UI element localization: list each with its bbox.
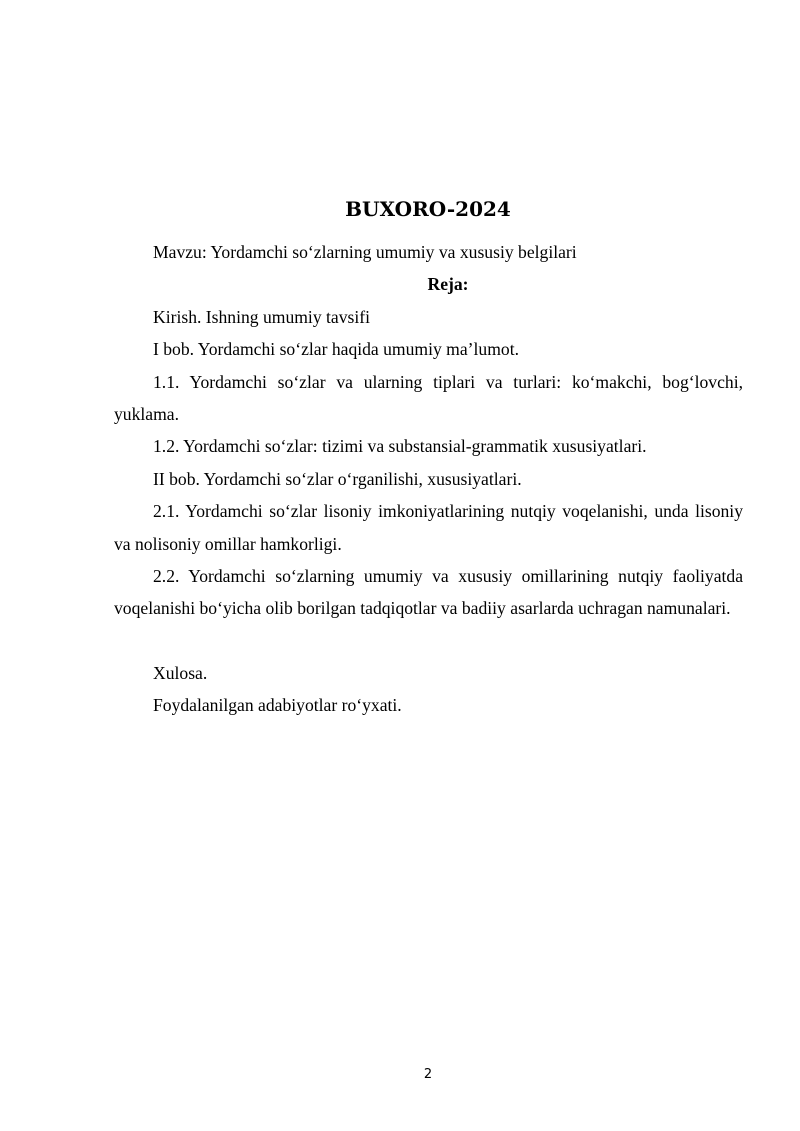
page-number: 2 (423, 1067, 433, 1082)
plan-item-section-1-1: 1.1. Yordamchi so‘zlar va ularning tiplari va turlari: ko‘makchi, bog‘lovchi, yuklama. (114, 371, 743, 425)
document-body (114, 236, 743, 722)
plan-item-intro: Kirish. Ishning umumiy tavsifi (153, 306, 370, 327)
plan-item-chapter-2: II bob. Yordamchi so‘zlar o‘rganilishi, xususiyatlari. (153, 468, 522, 489)
plan-item-section-1-2: 1.2. Yordamchi so‘zlar: tizimi va substansial-grammatik xususiyatlari. (153, 436, 647, 457)
plan-item-chapter-1: I bob. Yordamchi so‘zlar haqida umumiy ma’lumot. (153, 339, 519, 360)
plan-title: Reja: (427, 274, 469, 295)
references-line: Foydalanilgan adabiyotlar ro‘yxati. (153, 695, 402, 716)
plan-item-section-2-1: 2.1. Yordamchi so‘zlar lisoniy imkoniyatlarining nutqiy voqelanishi, unda lisoniy va nolisoniy omillar hamkorligi. (114, 501, 743, 554)
plan-item-section-2-2: 2.2. Yordamchi so‘zlarning umumiy va xususiy omillarining nutqiy faoliyatda voqelanishi bo‘yicha olib borilgan tadqiqotlar va badiiy asarlarda uchragan namunalari. (114, 566, 743, 619)
conclusion-line: Xulosa. (153, 662, 208, 683)
topic-line: Mavzu: Yordamchi so‘zlarning umumiy va xususiy belgilari (153, 242, 577, 262)
page-heading: BUXORO-2024 (345, 197, 511, 221)
